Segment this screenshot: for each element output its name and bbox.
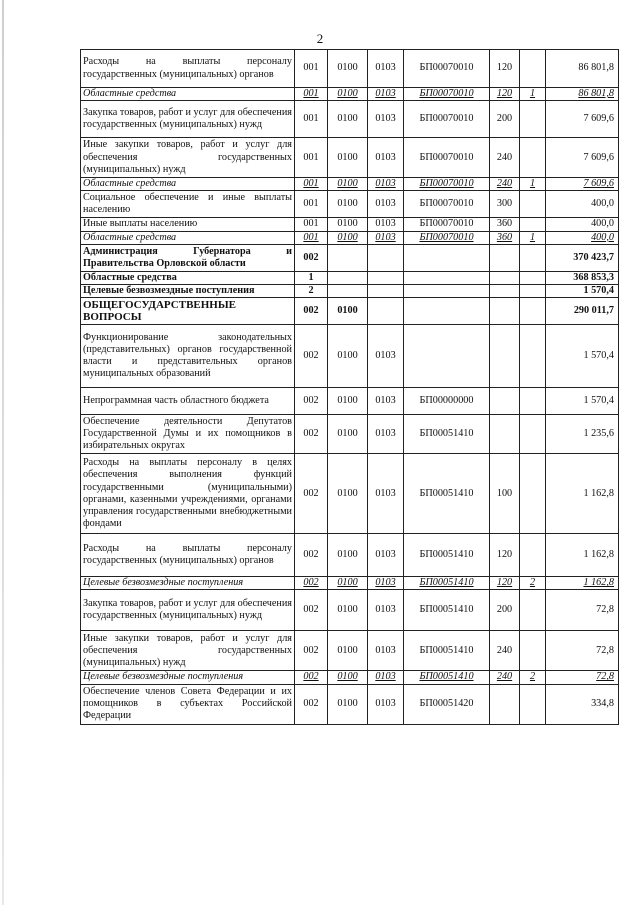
- table-row: [81, 231, 619, 244]
- section-code-cell: 0100: [328, 631, 368, 671]
- expense-type-cell: 360: [490, 218, 520, 231]
- subsection-code-cell: 0103: [368, 577, 404, 590]
- expense-type-cell: [490, 244, 520, 271]
- expense-type-cell: [490, 325, 520, 388]
- funding-source-cell: [520, 50, 546, 88]
- subsection-code-cell: 0103: [368, 218, 404, 231]
- target-article-cell: БП00070010: [404, 191, 490, 218]
- subsection-code-cell: 0103: [368, 101, 404, 138]
- subsection-code-cell: 0103: [368, 231, 404, 244]
- amount-cell: 1 570,4: [546, 388, 619, 415]
- row-name-cell: Иные выплаты населению: [81, 218, 295, 231]
- table-row: [81, 534, 619, 577]
- row-name-cell: Администрация Губернатора и Правительства Орловской области: [81, 244, 295, 271]
- expense-type-cell: 240: [490, 671, 520, 684]
- table-row: [81, 684, 619, 724]
- expense-type-cell: 120: [490, 50, 520, 88]
- subsection-code-cell: 0103: [368, 534, 404, 577]
- ministry-code-cell: 002: [295, 415, 328, 454]
- ministry-code-cell: 001: [295, 218, 328, 231]
- funding-source-cell: [520, 101, 546, 138]
- section-code-cell: 0100: [328, 577, 368, 590]
- expense-type-cell: 120: [490, 534, 520, 577]
- table-row: [81, 298, 619, 325]
- row-name-cell: Целевые безвозмездные поступления: [81, 671, 295, 684]
- row-name-cell: Областные средства: [81, 271, 295, 284]
- expense-type-cell: 200: [490, 590, 520, 631]
- section-code-cell: 0100: [328, 684, 368, 724]
- expense-type-cell: 100: [490, 454, 520, 534]
- ministry-code-cell: 002: [295, 388, 328, 415]
- funding-source-cell: [520, 631, 546, 671]
- table-row: [81, 88, 619, 101]
- amount-cell: 400,0: [546, 218, 619, 231]
- ministry-code-cell: 002: [295, 590, 328, 631]
- funding-source-cell: [520, 218, 546, 231]
- row-name-cell: Иные закупки товаров, работ и услуг для обеспечения государственных (муниципальных) нужд: [81, 631, 295, 671]
- ministry-code-cell: 002: [295, 631, 328, 671]
- target-article-cell: БП00070010: [404, 101, 490, 138]
- ministry-code-cell: 002: [295, 684, 328, 724]
- expense-type-cell: 240: [490, 631, 520, 671]
- section-code-cell: 0100: [328, 671, 368, 684]
- target-article-cell: БП00051410: [404, 534, 490, 577]
- expense-type-cell: [490, 285, 520, 298]
- section-code-cell: [328, 244, 368, 271]
- target-article-cell: БП00051420: [404, 684, 490, 724]
- expense-type-cell: 120: [490, 577, 520, 590]
- funding-source-cell: [520, 415, 546, 454]
- target-article-cell: БП00070010: [404, 50, 490, 88]
- amount-cell: 1 162,8: [546, 534, 619, 577]
- section-code-cell: 0100: [328, 388, 368, 415]
- ministry-code-cell: 001: [295, 178, 328, 191]
- subsection-code-cell: 0103: [368, 88, 404, 101]
- table-row: [81, 325, 619, 388]
- subsection-code-cell: 0103: [368, 590, 404, 631]
- table-row: [81, 101, 619, 138]
- subsection-code-cell: 0103: [368, 138, 404, 178]
- funding-source-cell: 1: [520, 231, 546, 244]
- amount-cell: 1 162,8: [546, 577, 619, 590]
- target-article-cell: БП00070010: [404, 218, 490, 231]
- expense-type-cell: [490, 298, 520, 325]
- ministry-code-cell: 002: [295, 534, 328, 577]
- subsection-code-cell: [368, 298, 404, 325]
- subsection-code-cell: [368, 244, 404, 271]
- funding-source-cell: 2: [520, 671, 546, 684]
- section-code-cell: 0100: [328, 138, 368, 178]
- table-row: [81, 415, 619, 454]
- page-number: 2: [316, 31, 324, 46]
- ministry-code-cell: 001: [295, 50, 328, 88]
- table-row: [81, 50, 619, 88]
- section-code-cell: 0100: [328, 590, 368, 631]
- ministry-code-cell: 001: [295, 191, 328, 218]
- target-article-cell: [404, 298, 490, 325]
- amount-cell: 290 011,7: [546, 298, 619, 325]
- table-row: [81, 191, 619, 218]
- expense-type-cell: 360: [490, 231, 520, 244]
- row-name-cell: Областные средства: [81, 231, 295, 244]
- ministry-code-cell: 002: [295, 454, 328, 534]
- amount-cell: 72,8: [546, 631, 619, 671]
- table-row: [81, 138, 619, 178]
- funding-source-cell: [520, 244, 546, 271]
- subsection-code-cell: 0103: [368, 415, 404, 454]
- target-article-cell: [404, 285, 490, 298]
- funding-source-cell: 1: [520, 178, 546, 191]
- subsection-code-cell: 0103: [368, 325, 404, 388]
- row-name-cell: ОБЩЕГОСУДАРСТВЕННЫЕ ВОПРОСЫ: [81, 298, 295, 325]
- row-name-cell: Целевые безвозмездные поступления: [81, 285, 295, 298]
- expense-type-cell: [490, 415, 520, 454]
- amount-cell: 1 570,4: [546, 325, 619, 388]
- subsection-code-cell: 0103: [368, 191, 404, 218]
- ministry-code-cell: 002: [295, 298, 328, 325]
- table-row: [81, 218, 619, 231]
- section-code-cell: 0100: [328, 454, 368, 534]
- section-code-cell: [328, 271, 368, 284]
- funding-source-cell: [520, 684, 546, 724]
- funding-source-cell: [520, 388, 546, 415]
- expense-type-cell: [490, 271, 520, 284]
- row-name-cell: Расходы на выплаты персоналу государственных (муниципальных) органов: [81, 50, 295, 88]
- amount-cell: 86 801,8: [546, 88, 619, 101]
- row-name-cell: Расходы на выплаты персоналу в целях обеспечения выполнения функций государственными (муниципальными) органами, казенными учреждениями, органами управления государственными внебюджетными фондами: [81, 454, 295, 534]
- section-code-cell: 0100: [328, 191, 368, 218]
- funding-source-cell: [520, 191, 546, 218]
- table-row: [81, 454, 619, 534]
- row-name-cell: Расходы на выплаты персоналу государственных (муниципальных) органов: [81, 534, 295, 577]
- table-row: [81, 590, 619, 631]
- ministry-code-cell: 002: [295, 325, 328, 388]
- amount-cell: 400,0: [546, 191, 619, 218]
- funding-source-cell: [520, 298, 546, 325]
- section-code-cell: 0100: [328, 415, 368, 454]
- section-code-cell: 0100: [328, 534, 368, 577]
- expense-type-cell: 200: [490, 101, 520, 138]
- budget-table: [80, 49, 619, 725]
- row-name-cell: Социальное обеспечение и иные выплаты населению: [81, 191, 295, 218]
- amount-cell: 72,8: [546, 590, 619, 631]
- funding-source-cell: [520, 534, 546, 577]
- target-article-cell: БП00051410: [404, 454, 490, 534]
- row-name-cell: Обеспечение деятельности Депутатов Государственной Думы и их помощников в избирательных округах: [81, 415, 295, 454]
- target-article-cell: [404, 271, 490, 284]
- amount-cell: 7 609,6: [546, 101, 619, 138]
- section-code-cell: 0100: [328, 178, 368, 191]
- scan-edge: [2, 0, 4, 905]
- amount-cell: 334,8: [546, 684, 619, 724]
- table-row: [81, 285, 619, 298]
- ministry-code-cell: 001: [295, 88, 328, 101]
- table-row: [81, 178, 619, 191]
- subsection-code-cell: 0103: [368, 50, 404, 88]
- subsection-code-cell: [368, 271, 404, 284]
- section-code-cell: 0100: [328, 50, 368, 88]
- ministry-code-cell: 001: [295, 101, 328, 138]
- target-article-cell: [404, 325, 490, 388]
- row-name-cell: Иные закупки товаров, работ и услуг для обеспечения государственных (муниципальных) нужд: [81, 138, 295, 178]
- subsection-code-cell: [368, 285, 404, 298]
- table-row: [81, 671, 619, 684]
- section-code-cell: 0100: [328, 218, 368, 231]
- subsection-code-cell: 0103: [368, 631, 404, 671]
- target-article-cell: БП00051410: [404, 671, 490, 684]
- table-row: [81, 631, 619, 671]
- ministry-code-cell: 002: [295, 244, 328, 271]
- amount-cell: 400,0: [546, 231, 619, 244]
- subsection-code-cell: 0103: [368, 454, 404, 534]
- row-name-cell: Областные средства: [81, 178, 295, 191]
- expense-type-cell: 240: [490, 138, 520, 178]
- table-row: [81, 271, 619, 284]
- amount-cell: 7 609,6: [546, 178, 619, 191]
- table-row: [81, 388, 619, 415]
- funding-source-cell: 1: [520, 88, 546, 101]
- section-code-cell: 0100: [328, 325, 368, 388]
- amount-cell: 368 853,3: [546, 271, 619, 284]
- expense-type-cell: 300: [490, 191, 520, 218]
- table-row: [81, 577, 619, 590]
- funding-source-cell: [520, 271, 546, 284]
- ministry-code-cell: 002: [295, 671, 328, 684]
- section-code-cell: [328, 285, 368, 298]
- subsection-code-cell: 0103: [368, 684, 404, 724]
- expense-type-cell: [490, 388, 520, 415]
- subsection-code-cell: 0103: [368, 671, 404, 684]
- row-name-cell: Областные средства: [81, 88, 295, 101]
- target-article-cell: БП00051410: [404, 577, 490, 590]
- section-code-cell: 0100: [328, 101, 368, 138]
- expense-type-cell: 240: [490, 178, 520, 191]
- budget-table-body: [81, 50, 619, 725]
- ministry-code-cell: 002: [295, 577, 328, 590]
- row-name-cell: Закупка товаров, работ и услуг для обеспечения государственных (муниципальных) нужд: [81, 101, 295, 138]
- target-article-cell: БП00051410: [404, 590, 490, 631]
- amount-cell: 72,8: [546, 671, 619, 684]
- ministry-code-cell: 1: [295, 271, 328, 284]
- amount-cell: 7 609,6: [546, 138, 619, 178]
- funding-source-cell: [520, 138, 546, 178]
- expense-type-cell: [490, 684, 520, 724]
- expense-type-cell: 120: [490, 88, 520, 101]
- target-article-cell: БП00051410: [404, 631, 490, 671]
- row-name-cell: Целевые безвозмездные поступления: [81, 577, 295, 590]
- target-article-cell: БП00070010: [404, 178, 490, 191]
- amount-cell: 370 423,7: [546, 244, 619, 271]
- funding-source-cell: 2: [520, 577, 546, 590]
- target-article-cell: [404, 244, 490, 271]
- amount-cell: 1 162,8: [546, 454, 619, 534]
- funding-source-cell: [520, 285, 546, 298]
- ministry-code-cell: 001: [295, 231, 328, 244]
- target-article-cell: БП00070010: [404, 138, 490, 178]
- row-name-cell: Непрограммная часть областного бюджета: [81, 388, 295, 415]
- funding-source-cell: [520, 454, 546, 534]
- target-article-cell: БП00070010: [404, 88, 490, 101]
- ministry-code-cell: 001: [295, 138, 328, 178]
- amount-cell: 1 235,6: [546, 415, 619, 454]
- target-article-cell: БП00051410: [404, 415, 490, 454]
- subsection-code-cell: 0103: [368, 178, 404, 191]
- target-article-cell: БП00000000: [404, 388, 490, 415]
- amount-cell: 1 570,4: [546, 285, 619, 298]
- table-row: [81, 244, 619, 271]
- subsection-code-cell: 0103: [368, 388, 404, 415]
- section-code-cell: 0100: [328, 298, 368, 325]
- row-name-cell: Функционирование законодательных (представительных) органов государственной власти и представительных органов муниципальных образований: [81, 325, 295, 388]
- funding-source-cell: [520, 325, 546, 388]
- row-name-cell: Обеспечение членов Совета Федерации и их помощников в субъектах Российской Федерации: [81, 684, 295, 724]
- target-article-cell: БП00070010: [404, 231, 490, 244]
- section-code-cell: 0100: [328, 88, 368, 101]
- ministry-code-cell: 2: [295, 285, 328, 298]
- amount-cell: 86 801,8: [546, 50, 619, 88]
- section-code-cell: 0100: [328, 231, 368, 244]
- funding-source-cell: [520, 590, 546, 631]
- row-name-cell: Закупка товаров, работ и услуг для обеспечения государственных (муниципальных) нужд: [81, 590, 295, 631]
